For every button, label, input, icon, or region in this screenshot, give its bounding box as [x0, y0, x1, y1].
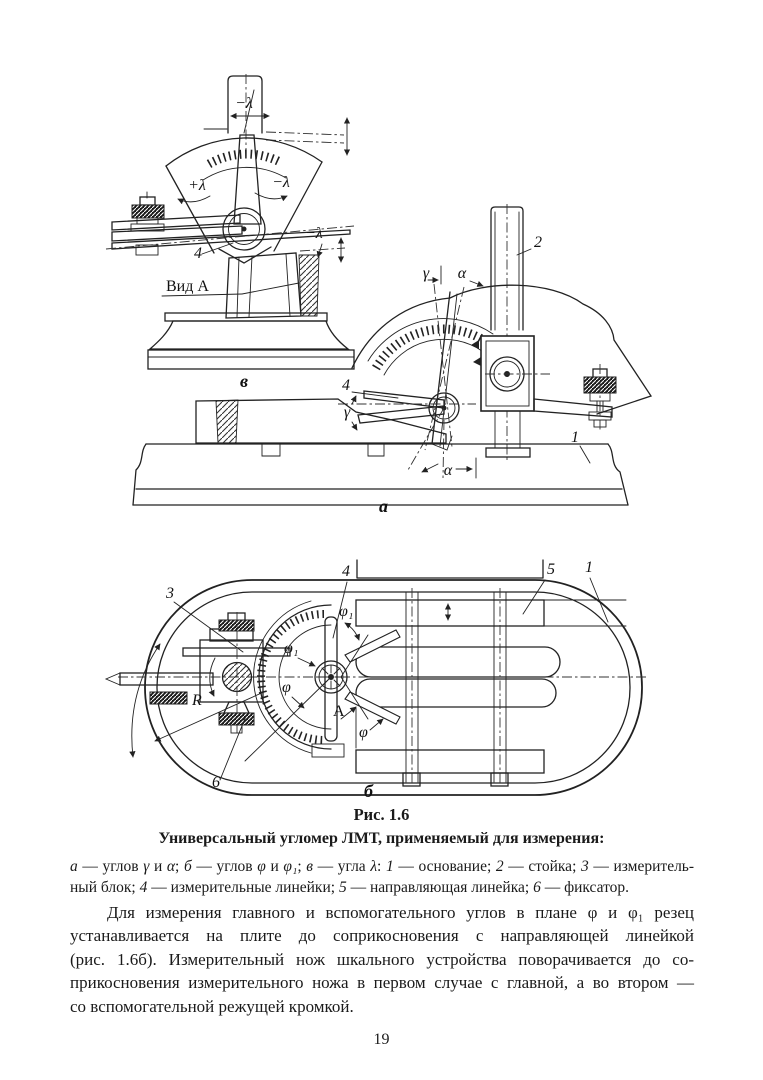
label-phi1-left: φ₁	[284, 640, 299, 657]
label-part1-b: 1	[585, 559, 593, 576]
label-part6: 6	[212, 774, 220, 791]
body-paragraph	[70, 901, 694, 1018]
paragraph-line: устанавливается на плите до соприкосновения с направляющей линейкой	[70, 926, 694, 946]
label-lambda-plus: +λ	[188, 177, 206, 194]
label-phi1-top: φ₁	[339, 603, 354, 620]
figure-number: Рис. 1.6	[353, 805, 410, 824]
label-phi-left: φ	[282, 679, 291, 696]
label-view-a: Вид А	[166, 278, 209, 295]
label-part1-a: 1	[571, 429, 579, 446]
drawing-view-b	[106, 559, 648, 801]
paragraph-line: (рис. 1.6б). Измерительный нож шкального устройства поворачивается до со-	[70, 949, 694, 969]
label-gamma-left: γ	[343, 404, 351, 421]
label-part3: 3	[166, 585, 174, 602]
label-part5: 5	[547, 561, 555, 578]
label-part4-b: 4	[342, 563, 350, 580]
label-view-arrow-a: А	[333, 703, 345, 720]
label-alpha-top: α	[457, 265, 467, 282]
label-part4-a: 4	[342, 377, 350, 394]
label-part2: 2	[534, 234, 542, 251]
label-lambda-right: −λ	[305, 225, 323, 242]
label-phi-bottom: φ	[359, 724, 368, 741]
paragraph-line: со вспомогательной режущей кромкой.	[70, 996, 354, 1016]
page-number: 19	[373, 1031, 390, 1048]
label-lambda-minus: −λ	[272, 174, 290, 191]
paragraph-line: прикосновения измерительного ножа в первом случае с главной, а во втором —	[70, 973, 694, 993]
label-subfigure-a: а	[379, 496, 388, 516]
label-lambda-top: −λ	[235, 95, 253, 112]
legend-line: а — углов γ и α; б — углов φ и φ₁; в — угла λ: 1 — основание; 2 — стойка; 3 — измеритель-	[70, 858, 695, 875]
label-part4-v: 4	[194, 245, 202, 262]
label-radius: R	[192, 692, 202, 709]
figure-legend	[70, 856, 694, 898]
paragraph-line: Для измерения главного и вспомогательного углов в плане φ и φ₁ резец	[107, 903, 694, 922]
label-subfigure-v: в	[240, 371, 249, 391]
drawing-view-v	[106, 74, 354, 391]
label-gamma-top: γ	[422, 265, 430, 282]
label-subfigure-b: б	[364, 781, 373, 801]
legend-line: ный блок; 4 — измерительные линейки; 5 — направляющая линейка; 6 — фиксатор.	[70, 879, 630, 896]
figure-title: Универсальный угломер ЛМТ, применяемый для измерения:	[158, 830, 605, 847]
label-alpha-bottom: α	[443, 462, 453, 479]
